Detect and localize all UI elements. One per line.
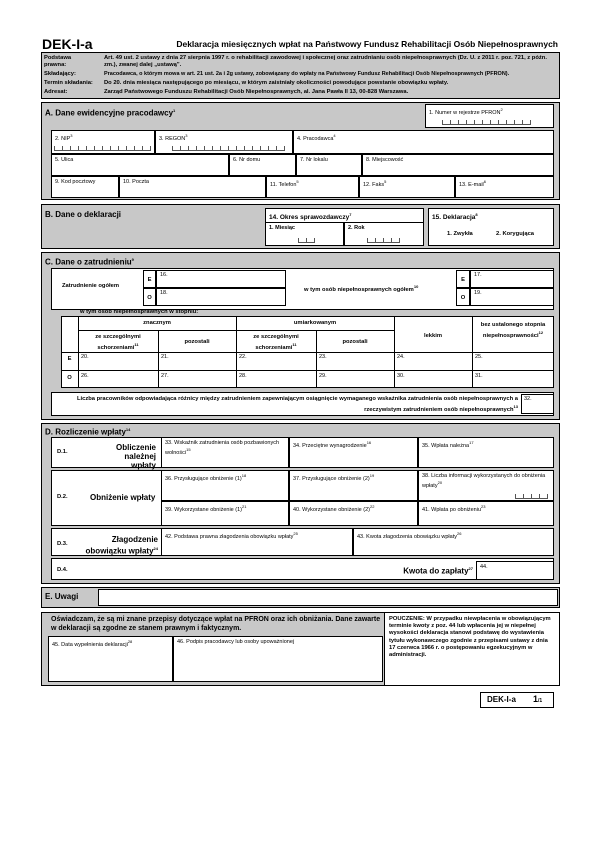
field-23[interactable]: 23. xyxy=(319,354,327,360)
city-field[interactable]: 8. Miejscowość xyxy=(362,154,554,176)
header-key-addressee: Adresat: xyxy=(44,89,68,95)
total-o-marker: O xyxy=(143,288,156,306)
field-39[interactable]: 39. Wykorzystane obniżenie $(1)^{21}$ xyxy=(161,501,289,526)
disabled-total-label: w tym osób niepełnosprawnych ogółem$^{10}$ xyxy=(304,284,419,293)
employer-field[interactable]: 4. Pracodawca$^4$ xyxy=(293,130,554,154)
d3-label: Złagodzenie obowiązku wpłaty$^{24}$ xyxy=(85,535,158,556)
apartment-number-field[interactable]: 7. Nr lokalu xyxy=(296,154,362,176)
email-field[interactable]: 13. E-mail$^6$ xyxy=(455,176,554,198)
header-value-basis: Art. 49 ust. 2 ustawy z dnia 27 sierpnia 1997 r. o rehabilitacji zawodowej i społecznej oraz zatrudnianiu osób niepełnosprawnych (Dz. U. z 2011 r. poz. 721, z późn. zm.), zwanej dalej „ustawą”. xyxy=(104,55,547,68)
postal-code-field[interactable]: 9. Kod pocztowy xyxy=(51,176,119,198)
year-input[interactable]: 2. Rok xyxy=(344,222,424,246)
section-b-title: B. Dane o deklaracji xyxy=(45,210,122,219)
phone-field[interactable]: 11. Telefon$^5$ xyxy=(266,176,359,198)
sub-znaczny-special: ze szczególnymi schorzeniami$^{11}$ xyxy=(95,334,141,351)
form-title: Deklaracja miesięcznych wpłat na Państwowy Fundusz Rehabilitacji Osób Niepełnosprawnych xyxy=(176,39,558,49)
declaration-type-field: 15. Deklaracja$^8$ 1. Zwykła 2. Korygująca xyxy=(428,208,554,246)
reporting-period-field: 14. Okres sprawozdawczy$^7$ xyxy=(265,208,424,246)
street-field[interactable]: 5. Ulica xyxy=(51,154,229,176)
field-36[interactable]: 36. Przysługujące obniżenie $(1)^{18}$ xyxy=(161,470,289,501)
section-c-title: C. Dane o zatrudnieniu$^9$ xyxy=(45,257,134,267)
col-znaczny: znacznym xyxy=(143,320,171,326)
field-33[interactable]: 33. Wskaźnik zatrudnienia osób pozbawionych wolności$^{15}$ xyxy=(161,437,289,468)
section-d-title: D. Rozliczenie wpłaty$^{14}$ xyxy=(45,427,131,437)
section-e-title: E. Uwagi xyxy=(45,592,79,601)
col-bez-ustalonego: bez ustalonego stopnia niepełnosprawności$^{12}$ xyxy=(480,322,546,339)
d2-label: Obniżenie wpłaty xyxy=(90,493,156,502)
footer-page-number: 1/1 xyxy=(533,694,543,704)
option-correction[interactable]: 2. Korygująca xyxy=(496,231,535,237)
field-41[interactable]: 41. Wpłata po obniżeniu$^{23}$ xyxy=(418,501,554,526)
field-46-signature[interactable]: 46. Podpis pracodawcy lub osoby upoważnionej xyxy=(173,636,383,682)
declaration-text: Oświadczam, że są mi znane przepisy dotyczące wpłat na PFRON oraz ich obniżania. Dane zawarte w deklaracji są zgodne ze stanem prawnym i faktycznym. xyxy=(51,616,381,632)
field-24[interactable]: 24. xyxy=(397,354,405,360)
total-e-marker: E xyxy=(143,270,156,288)
fax-field[interactable]: 12. Faks$^5$ xyxy=(359,176,455,198)
field-20[interactable]: 20. xyxy=(81,354,89,360)
header-key-deadline: Termin składania: xyxy=(44,80,93,86)
disabled-e-marker: E xyxy=(456,270,470,288)
form-code: DEK-I-a xyxy=(42,36,93,52)
field-16[interactable]: 16. xyxy=(156,270,286,288)
col-umiarkowany: umiarkowanym xyxy=(293,320,337,326)
difference-label: Liczba pracowników odpowiadająca różnicy między zatrudnieniem zapewniającym osiągnięcie wymaganego wskaźnika zatrudnienia osób niepełnosprawnych a rzeczywistym zatrudnieniem osób niepełnosprawnych$^{13}$ xyxy=(76,396,518,413)
field-28[interactable]: 28. xyxy=(239,373,247,379)
field-34[interactable]: 34. Przeciętne wynagrodzenie$^{16}$ xyxy=(289,437,418,468)
field-29[interactable]: 29. xyxy=(319,373,327,379)
month-input[interactable]: 1. Miesiąc xyxy=(265,222,344,246)
degree-label: w tym osób niepełnosprawnych w stopniu: xyxy=(80,309,199,315)
header-value-addressee: Zarząd Państwowego Funduszu Rehabilitacji Osób Niepełnosprawnych, al. Jana Pawła II 13, 00-828 Warszawa. xyxy=(104,89,409,95)
post-office-field[interactable]: 10. Poczta xyxy=(119,176,266,198)
notice-box: POUCZENIE: W przypadku niewpłacenia w obowiązującym terminie kwoty z poz. 44 lub wpłacenia jej w niepełnej wysokości deklaracja stanowi podstawę do wystawienia tytułu wykonawczego zgodnie z przepisami ustawy z dnia 17 czerwca 1966 r. o postępowaniu egzekucyjnym w administracji. xyxy=(384,612,560,686)
field-35[interactable]: 35. Wpłata należna$^{17}$ xyxy=(418,437,554,468)
field-26[interactable]: 26. xyxy=(81,373,89,379)
field-44[interactable]: 44. xyxy=(476,561,554,580)
nip-field[interactable]: 2. NIP$^3$ xyxy=(51,130,155,154)
regon-field[interactable]: 3. REGON$^3$ xyxy=(155,130,293,154)
field-22[interactable]: 22. xyxy=(239,354,247,360)
header-key-basis: Podstawa prawna: xyxy=(44,55,72,68)
sub-umiarkowany-special: ze szczególnymi schorzeniami$^{11}$ xyxy=(253,334,299,351)
field-21[interactable]: 21. xyxy=(161,354,169,360)
field-45-date[interactable]: 45. Data wypełnienia deklaracji$^{28}$ xyxy=(48,636,173,682)
house-number-field[interactable]: 6. Nr domu xyxy=(229,154,296,176)
d3-number: D.3. xyxy=(57,541,68,547)
row-o-marker: O xyxy=(67,375,72,381)
d1-number: D.1. xyxy=(57,449,68,455)
field-37[interactable]: 37. Przysługujące obniżenie $(2)^{19}$ xyxy=(289,470,418,501)
field-40[interactable]: 40. Wykorzystane obniżenie $(2)^{22}$ xyxy=(289,501,418,526)
row-e-marker: E xyxy=(67,356,72,362)
d2-number: D.2. xyxy=(57,494,68,500)
disabled-o-marker: O xyxy=(456,288,470,306)
field-19[interactable]: 19. xyxy=(470,288,554,306)
d4-label: Kwota do zapłaty$^{27}$ xyxy=(403,566,473,576)
footer-form-code: DEK-I-a xyxy=(487,695,516,704)
field-43[interactable]: 43. Kwota złagodzenia obowiązku wpłaty$^{26}$ xyxy=(353,528,554,556)
field-31[interactable]: 31. xyxy=(475,373,483,379)
section-a-title: A. Dane ewidencyjne pracodawcy$^1$ xyxy=(45,108,176,118)
d4-number: D.4. xyxy=(57,567,68,573)
sub-umiarkowany-other: pozostali xyxy=(342,339,368,345)
col-lekki: lekkim xyxy=(423,333,443,339)
d1-label: Obliczenie należnej wpłaty xyxy=(115,443,156,470)
sub-znaczny-other: pozostali xyxy=(184,339,210,345)
field-38[interactable]: 38. Liczba informacji wykorzystanych do obniżenia wpłaty$^{20}$ xyxy=(418,470,554,501)
field-27[interactable]: 27. xyxy=(161,373,169,379)
header-value-submitter: Pracodawca, o którym mowa w art. 21 ust. 2a i 2g ustawy, zobowiązany do wpłaty na Państwowy Fundusz Rehabilitacji Osób Niepełnosprawnych (PFRON). xyxy=(104,71,510,77)
field-30[interactable]: 30. xyxy=(397,373,405,379)
field-18[interactable]: 18. xyxy=(156,288,286,306)
total-employment-label: Zatrudnienie ogółem xyxy=(62,283,120,289)
pfron-number-field[interactable]: 1. Numer w rejestrze PFRON$^2$ xyxy=(425,104,554,128)
header-key-submitter: Składający: xyxy=(44,71,76,77)
field-42[interactable]: 42. Podstawa prawna złagodzenia obowiązku wpłaty$^{25}$ xyxy=(161,528,353,556)
field-25[interactable]: 25. xyxy=(475,354,483,360)
field-32[interactable]: 32. xyxy=(521,394,554,414)
field-17[interactable]: 17. xyxy=(470,270,554,288)
header-value-deadline: Do 20. dnia miesiąca następującego po miesiącu, w którym zaistniały okoliczności powodujące powstanie obowiązku wpłaty. xyxy=(104,80,449,86)
remarks-field[interactable] xyxy=(98,589,558,606)
option-regular[interactable]: 1. Zwykła xyxy=(447,231,473,237)
